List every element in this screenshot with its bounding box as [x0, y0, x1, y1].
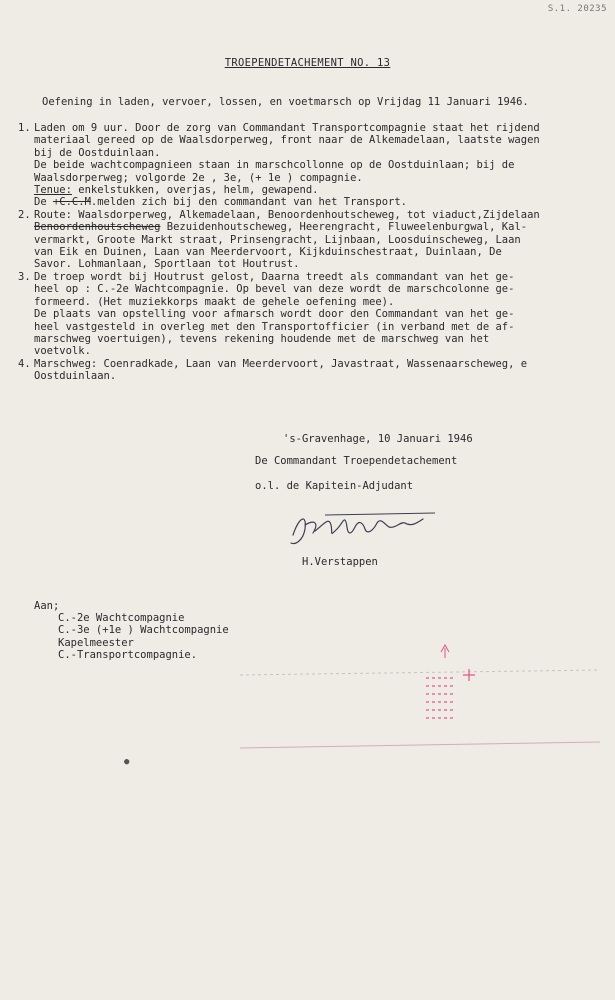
item-line: Savor. Lohmanlaan, Sportlaan tot Houtrust.	[34, 258, 300, 271]
instruction-item-2	[18, 209, 588, 271]
item-line: Waalsdorperweg; volgorde 2e , 3e, (+ 1e ) compagnie.	[34, 171, 363, 184]
handwritten-signature	[285, 505, 445, 549]
tenue-text: enkelstukken, overjas, helm, gewapend.	[71, 184, 319, 197]
recipient: C.-2e Wachtcompagnie	[58, 612, 185, 624]
item-number: 2.	[18, 208, 31, 221]
adjutant-line: o.l. de Kapitein-Adjudant	[255, 480, 414, 492]
tenue-label: Tenue:	[34, 184, 72, 197]
item-line: vermarkt, Groote Markt straat, Prinsengracht, Lijnbaan, Loosduinscheweg, Laan	[34, 233, 521, 246]
route-continuation: Bezuidenhoutscheweg, Heerengracht, Fluweelenburgwal, Kal-	[160, 221, 528, 234]
cc-prefix: De	[34, 196, 53, 209]
cc-line	[34, 196, 588, 208]
cc-marked: +C.C.M	[52, 196, 91, 209]
item-line: marschweg voertuigen), tevens rekening houdende met de marschweg van het	[34, 332, 490, 345]
intro-line: Oefening in laden, vervoer, lossen, en voetmarsch op Vrijdag 11 Januari 1946.	[42, 96, 529, 108]
item-line: materiaal gereed op de Waalsdorperweg, front naar de Alkemadelaan, laatste wagen	[34, 134, 540, 147]
recipients-list	[58, 612, 229, 662]
recipient: C.-Transportcompagnie.	[58, 649, 198, 662]
item-line: heel vastgesteld in overleg met den Transportofficier (in verband met de af-	[34, 320, 515, 333]
item-line: voetvolk.	[34, 345, 91, 358]
archive-reference: S.1. 20235	[547, 4, 607, 14]
route-struck-line	[34, 221, 588, 233]
item-line: heel op : C.-2e Wachtcompagnie. Op bevel van deze wordt de marschcolonne ge-	[34, 283, 515, 296]
cc-text: .melden zich bij den commandant van het Transport.	[90, 196, 407, 209]
recipient: Kapelmeester	[58, 636, 134, 649]
stray-mark: ●	[124, 757, 130, 767]
struck-street: Benoordenhoutscheweg	[34, 221, 161, 234]
recipients-label: Aan;	[34, 600, 60, 612]
item-line: Marschweg: Coenradkade, Laan van Meerdervoort, Javastraat, Wassenaarscheweg, e	[34, 357, 528, 370]
item-line: van Eik en Duinen, Laan van Meerdervoort, Kijkduinschestraat, Duinlaan, De	[34, 246, 502, 259]
item-number: 3.	[18, 270, 31, 283]
item-number: 4.	[18, 357, 31, 370]
signer-name: H.Verstappen	[302, 556, 378, 568]
tenue-line	[34, 184, 588, 196]
item-line: De plaats van opstelling voor afmarsch wordt door den Commandant van het ge-	[34, 308, 515, 321]
item-line: formeerd. (Het muziekkorps maakt de gehele oefening mee).	[34, 295, 395, 308]
instructions-body	[18, 122, 588, 383]
item-number: 1.	[18, 122, 31, 134]
document-title: TROEPENDETACHEMENT NO. 13	[224, 57, 391, 69]
instruction-item-1	[18, 122, 588, 209]
pencil-markings	[240, 630, 600, 770]
item-line: Oostduinlaan.	[34, 370, 117, 383]
place-date: 's-Gravenhage, 10 Januari 1946	[283, 433, 473, 445]
item-line: Laden om 9 uur. Door de zorg van Commandant Transportcompagnie staat het rijdend	[34, 122, 540, 134]
instruction-item-3	[18, 271, 588, 358]
instruction-item-4	[18, 358, 588, 383]
item-line: De beide wachtcompagnieen staan in marschcollonne op de Oostduinlaan; bij de	[34, 159, 515, 172]
recipient: C.-3e (+1e ) Wachtcompagnie	[58, 624, 229, 637]
item-line: De troep wordt bij Houtrust gelost, Daarna treedt als commandant van het ge-	[34, 270, 515, 283]
item-line: bij de Oostduinlaan.	[34, 146, 161, 159]
commander-title: De Commandant Troependetachement	[255, 455, 458, 467]
route-line: Route: Waalsdorperweg, Alkemadelaan, Benoordenhoutscheweg, tot viaduct,Zijdelaan	[34, 208, 540, 221]
